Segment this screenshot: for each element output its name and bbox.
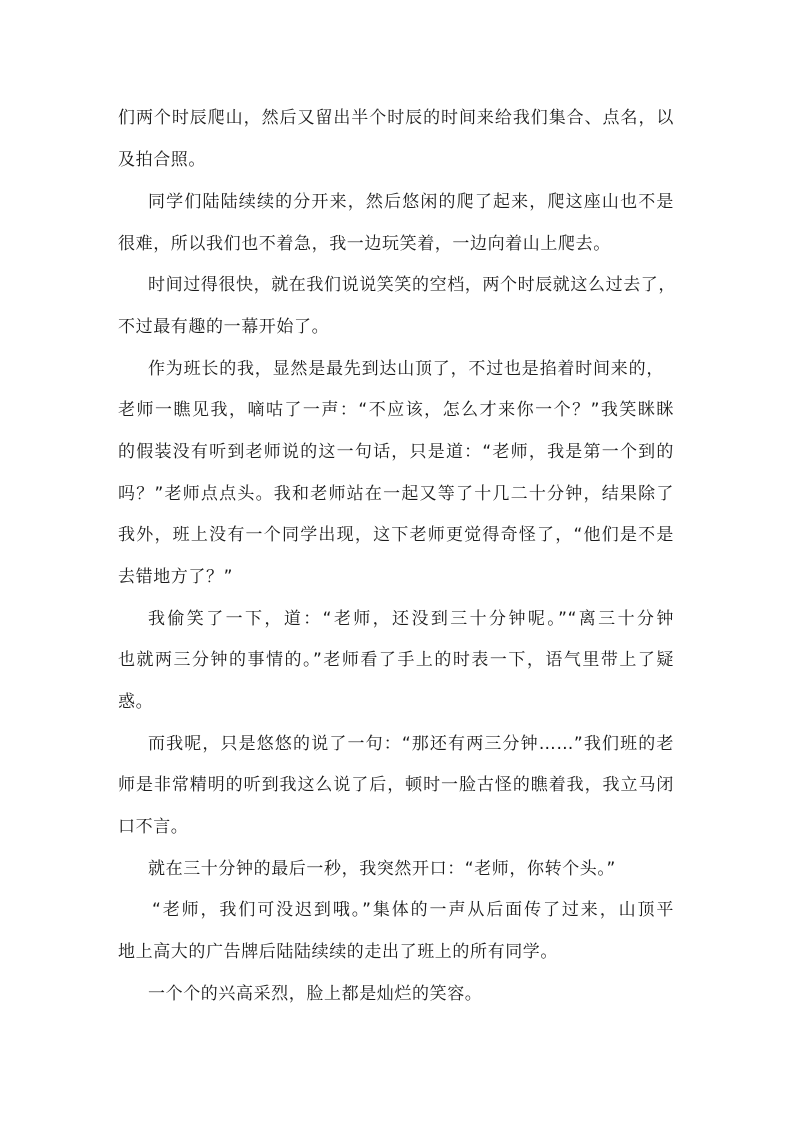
text-line: 很难，所以我们也不着急，我一边玩笑着，一边向着山上爬去。 [118,234,611,254]
text-line: 时间过得很快，就在我们说说笑笑的空档，两个时辰就这么过去了， [148,275,676,295]
text-line: 同学们陆陆续续的分开来，然后悠闲的爬了起来，爬这座山也不是 [148,192,674,212]
text-line: 作为班长的我，显然是最先到达山顶了，不过也是掐着时间来的， [148,359,664,379]
text-line: 吗？”老师点点头。我和老师站在一起又等了十几二十分钟，结果除了 [118,484,674,504]
text-line: 我偷笑了一下，道：“老师，还没到三十分钟呢。”“离三十分钟 [148,609,674,629]
text-line: 不过最有趣的一幕开始了。 [118,317,330,337]
text-line: 一个个的兴高采烈，脸上都是灿烂的笑容。 [148,984,483,1004]
text-line: 地上高大的广告牌后陆陆续续的走出了班上的所有同学。 [118,942,558,962]
text-line: 的假装没有听到老师说的这一句话，只是道：“老师，我是第一个到的 [118,442,674,462]
text-line: 就在三十分钟的最后一秒，我突然开口：“老师，你转个头。” [148,859,616,879]
text-line: 师是非常精明的听到我这么说了后，顿时一脸古怪的瞧着我，我立马闭 [118,775,674,795]
text-line: 也就两三分钟的事情的。”老师看了手上的时表一下，语气里带上了疑 [118,650,674,670]
text-line: 口不言。 [118,817,189,837]
text-line: 我外，班上没有一个同学出现，这下老师更觉得奇怪了，“他们是不是 [118,525,674,545]
text-line: 们两个时辰爬山，然后又留出半个时辰的时间来给我们集合、点名，以 [118,108,674,128]
text-line: “老师，我们可没迟到哦。”集体的一声从后面传了过来，山顶平 [152,900,674,920]
text-line: 及拍合照。 [118,150,206,170]
text-line: 去错地方了？” [118,567,234,587]
text-line: 而我呢，只是悠悠的说了一句：“那还有两三分钟……”我们班的老 [148,734,674,754]
text-line: 惑。 [118,692,154,712]
text-line: 老师一瞧见我，嘀咕了一声：“不应该，怎么才来你一个？”我笑眯眯 [118,400,674,420]
